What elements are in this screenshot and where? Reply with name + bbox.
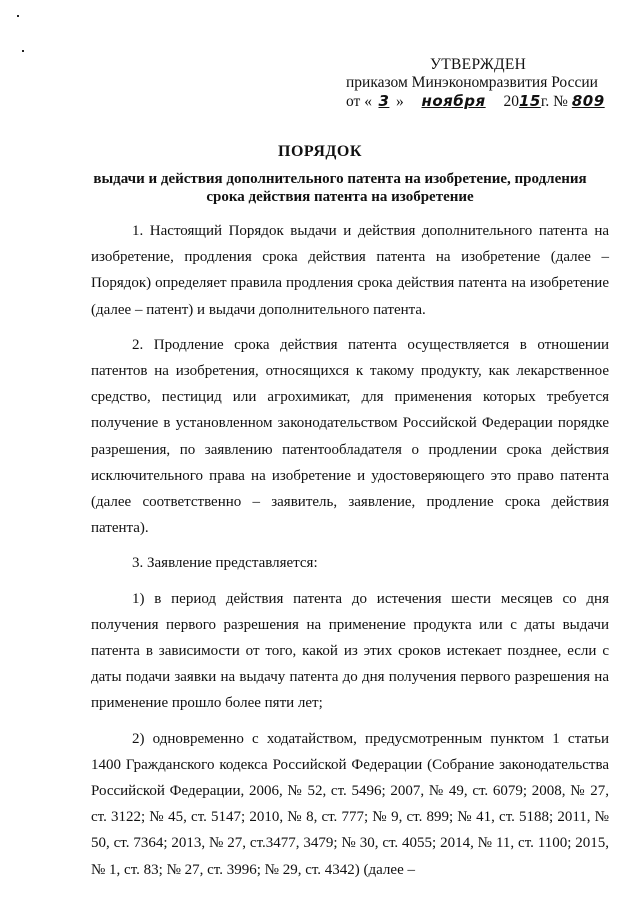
- approval-order-line: приказом Минэкономразвития России: [346, 74, 598, 91]
- date-year-suffix: г. №: [540, 93, 568, 110]
- document-title: ПОРЯДОК: [278, 143, 362, 160]
- paragraph-3: 3. Заявление представляется:: [132, 555, 318, 572]
- document-subtitle: выдачи и действия дополнительного патента на изобретение, продления срока действия патента на изобретение: [93, 171, 587, 205]
- approval-stamp: [346, 56, 616, 111]
- date-month: ноября: [421, 92, 486, 110]
- document-body: [91, 218, 609, 883]
- date-year: 15: [518, 92, 541, 110]
- scan-speck: [22, 50, 24, 52]
- approval-heading: УТВЕРЖДЕН: [430, 56, 527, 73]
- subparagraph-3-2: 2) одновременно с ходатайством, предусмотренным пунктом 1 статьи 1400 Гражданского кодекса Российской Федерации (Собрание законодательства Российской Федерации, 2006, № 52, ст. 5496; 2007, № 49, ст. 6079; 2008, № 27, ст. 3122; № 45, ст. 5147; 2010, № 8, ст. 777; № 9, ст. 899; № 41, ст. 5188; 2011, № 50, ст. 7364; 2013, № 27, ст.3477, 3479; № 30, ст. 4055; 2014, № 11, ст. 1100; 2015, № 1, ст. 83; № 27, ст. 3996; № 29, ст. 4342) (далее –: [91, 730, 609, 878]
- subparagraph-3-1: 1) в период действия патента до истечения шести месяцев со дня получения первого разрешения на применение продукта или с даты выдачи патента в зависимости от того, какой из этих сроков истекает позднее, если с даты подачи заявки на выдачу патента до дня получения первого разрешения на применение прошло более пяти лет;: [91, 590, 609, 712]
- date-day: 3: [378, 92, 390, 110]
- date-mid: »: [395, 93, 404, 110]
- date-prefix: от «: [346, 93, 372, 110]
- order-number: 809: [571, 92, 605, 110]
- date-year-prefix: 20: [503, 93, 519, 110]
- scan-speck: [17, 15, 19, 17]
- paragraph-1: 1. Настоящий Порядок выдачи и действия дополнительного патента на изобретение, продления срока действия патента на изобретение (далее – Порядок) определяет правила продления срока действия патента на изобретение (далее – патент) и выдачи дополнительного патента.: [91, 223, 609, 318]
- paragraph-2: 2. Продление срока действия патента осуществляется в отношении патентов на изобретения, относящихся к такому продукту, как лекарственное средство, пестицид или агрохимикат, для применения которых требуется получение в установленном законодательством Российской Федерации порядке разрешения, по заявлению патентообладателя о продлении срока действия исключительного права на изобретение и удостоверяющего это право патента (далее соответственно – заявитель, заявление, продление срока действия патента).: [91, 336, 609, 537]
- approval-date-line: [346, 92, 616, 111]
